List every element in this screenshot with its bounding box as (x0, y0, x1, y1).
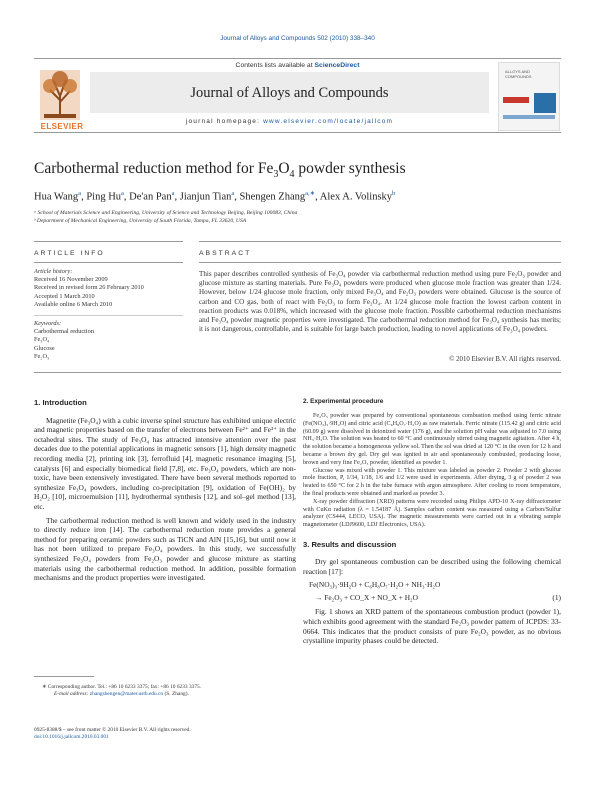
left-column (34, 398, 296, 583)
history-item: Received in revised form 26 February 2010 (34, 284, 144, 292)
introduction-heading: 1. Introduction (34, 398, 87, 407)
cover-graphic-blue (534, 93, 556, 113)
author-separator: , (315, 191, 320, 203)
author-affiliation-marker[interactable]: a (231, 190, 235, 197)
author-separator: , (234, 191, 240, 203)
journal-header (34, 58, 561, 133)
author-name[interactable]: Hua Wang (34, 191, 79, 203)
experimental-paragraph-2: Glucose was mixed with powder 1. This mixture was labeled as powder 2. Powder 2 with glucose mole fraction, P, 1/34, 1/18, 1/6 and 1/2 were used in experiments. After drying, 3 g of powder 2 was heated to 650 °C for 2 h in the tube furnace with argon atmosphere. After cooling to room temperature, the final products were obtained and marked as powder 3. (303, 467, 561, 497)
author-affiliation-marker[interactable]: a (121, 190, 124, 197)
email-suffix: (S. Zhang). (163, 691, 189, 697)
footnote (34, 684, 294, 698)
contents-line (34, 62, 561, 69)
divider (34, 315, 183, 316)
copyright-notice: © 2010 Elsevier B.V. All rights reserved. (449, 356, 561, 363)
keywords-label: Keywords: (34, 320, 62, 327)
elsevier-wordmark: ELSEVIER (40, 122, 84, 131)
keyword-item[interactable]: Fe₃O₄ (34, 336, 50, 344)
divider (34, 372, 561, 373)
history-list (34, 276, 183, 309)
experimental-paragraph-1: Fe₂O₃ powder was prepared by conventional spontaneous combustion method using ferric nitrate (Fe(NO₃)₃·9H₂O) and citric acid (C₆H₈O₇·H₂O) as raw materials. Ferric nitrate (115.42 g) and citric acid (60.09 g) were dissolved in deionized water (176 g), and the solution pH value was adjusted to 7.0 using NH₃·H₂O. The solution was heated to 60 °C and continuously stirred using magnetic agitation. After 4 h, the solution became a homogeneous yellow sol. Then the sol was dried at 120 °C in the oven for 12 h and became a brown dry gel. Dry gel was ignited in air and spontaneously combusted, producing loose, brown and very fine Fe₂O₃ powder, identified as powder 1. (303, 413, 561, 466)
journal-title: Journal of Alloys and Compounds (190, 85, 389, 101)
right-column (303, 398, 561, 646)
affiliation-b: ᵇ Department of Mechanical Engineering, University of South Florida, Tampa, FL 33620, USA (34, 218, 247, 224)
author-name[interactable]: Ping Hu (86, 191, 122, 203)
author-name[interactable]: De'an Pan (129, 191, 172, 203)
experimental-paragraph-3: X-ray powder diffraction (XRD) patterns were recorded using Philips APD-10 X-ray diffractometer with CuKα radiation (λ = 1.54187 Å). Samples carbon content was measured using a Carbon/Sulfur analyzer (CS444, LECO, USA). The magnetic measurements were carried out in a vibrating sample magnetometer (LDJ9600, LDJ Electronics, USA). (303, 498, 561, 529)
author-separator: , (123, 191, 130, 203)
history-label: Article history: (34, 268, 73, 275)
divider (34, 262, 183, 263)
homepage-link[interactable]: www.elsevier.com/locate/jallcom (263, 118, 394, 125)
history-item: Accepted 1 March 2010 (34, 292, 95, 300)
divider (199, 241, 561, 242)
front-matter-notice: 0925-8388/$ – see front matter © 2010 Elsevier B.V. All rights reserved. (34, 727, 191, 733)
equation-number: (1) (552, 592, 561, 602)
cover-band-red (503, 97, 529, 103)
sciencedirect-link[interactable]: ScienceDirect (314, 62, 360, 69)
intro-paragraph-2: The carbothermal reduction method is well known and widely used in the industry to directly reduce iron [14]. The carbothermal reduction route provides a general method for preparing ceramic powders such as TiCN and AlN [15,16], but until now it has not been utilized to prepare Fe₃O₄ powders. In this study, we successfully synthesized Fe₃O₄ powders from Fe₂O₃ powder and glucose mixture as starting materials using the carbothermal reduction method. In addition, possible formation mechanisms and the product properties were investigated. (34, 515, 296, 583)
author-separator: , (81, 191, 87, 203)
equation-rhs: → Fe₂O₃ + CO_X + NO_X + H₂O (315, 592, 418, 602)
author-separator: , (174, 191, 180, 203)
affiliation-a: ᵃ School of Materials Science and Engineering, University of Science and Technology Beijing, Beijing 100083, China (34, 210, 298, 216)
journal-citation[interactable]: Journal of Alloys and Compounds 502 (2010) 338–340 (220, 35, 375, 42)
experimental-heading: 2. Experimental procedure (303, 398, 384, 405)
author-affiliation-marker[interactable]: a (171, 190, 175, 197)
corresponding-author: ∗ Corresponding author. Tel.: +86 10 6233 3375; fax: +86 10 6233 3375. (42, 684, 202, 690)
history-item: Received 16 November 2009 (34, 276, 108, 284)
author-affiliation-marker[interactable]: b (392, 190, 396, 197)
doi-link[interactable]: doi:10.1016/j.jallcom.2010.03.001 (34, 734, 109, 740)
divider (34, 241, 183, 242)
abstract-heading: ABSTRACT (199, 250, 252, 257)
page-footer (34, 727, 294, 741)
article-title: Carbothermal reduction method for $Fe_3O_4$ powder synthesis (34, 160, 406, 181)
intro-paragraph-1: Magnetite (Fe₃O₄) with a cubic inverse spinel structure has exhibited unique electric and magnetic properties based on the transfer of electrons between Fe²⁺ and Fe³⁺ in the octahedral sites. The study of Fe₃O₄ has attracted intensive attention over the past decades due to the potential applications in magnetic sensors [1], high density magnetic recording media [2], printing ink [3], ferrofluid [4], magnetic resonance imaging [5], catalysts [6] and especially biomedical field [7,8], etc. Fe₃O₄ powders, which are non-toxic, have been extensively investigated. There have been several methods reported to synthesize Fe₃O₄ powders, including co-precipitation [9], oxidation of Fe(OH)₂ by H₂O₂ [10], microemulsion [11], hydrothermal synthesis [12], and sol–gel method [13], etc. (34, 415, 296, 511)
email-link[interactable]: zhangshengen@mater.ustb.edu.cn (89, 691, 164, 697)
results-heading: 3. Results and discussion (303, 539, 397, 549)
keyword-item[interactable]: Glucose (34, 344, 55, 352)
equation-line-1: Fe(NO₃)₃·9H₂O + C₆H₈O₇·H₂O + NH₃·H₂O (309, 580, 441, 590)
article-history (34, 268, 183, 309)
equation-line-2 (303, 593, 561, 603)
homepage-prefix: journal homepage: (185, 118, 264, 125)
results-paragraph-1: Dry gel spontaneous combustion can be described using the following chemical reaction [17]: (303, 556, 561, 576)
history-item: Available online 6 March 2010 (34, 300, 113, 308)
journal-homepage (90, 118, 489, 125)
author-affiliation-marker[interactable]: a (78, 190, 82, 197)
keyword-list (34, 328, 183, 361)
divider (199, 262, 561, 263)
keyword-item[interactable]: Fe₂O₃ (34, 352, 50, 360)
abstract-text: This paper describes controlled synthesis of Fe₃O₄ powder via carbothermal reduction method using pure Fe₂O₃ powder and glucose mixture as starting materials. Pure Fe₃O₄ powders were produced when glucose mole fraction was greater than 1/24. However, below 1/24 glucose mole fraction, only mixed Fe₃O₄ and Fe₂O₃ powders were obtained. Glucose is the source of carbon and CO gas, both of react with Fe₂O₃ to form Fe₃O₄. At 1/24 glucose mole fraction the lowest carbon content in reaction products was 0.018%, which increased with the glucose mole fraction. Possible carbothermal reduction mechanisms and Fe₃O₄ powder magnetic properties were investigated. The carbothermal reduction method for Fe₃O₄ synthesis has merits; it is not dangerous, controllable, and is suitable for large batch production, leading to novel applications of Fe₃O₄ powders. (199, 270, 561, 334)
cover-band-light (503, 115, 555, 119)
footnote-divider (34, 676, 94, 677)
contents-prefix: Contents lists available at (235, 62, 315, 69)
author-list (34, 189, 395, 203)
elsevier-tree-logo (34, 62, 86, 130)
keyword-item[interactable]: Carbothermal reduction (34, 328, 94, 336)
results-paragraph-2: Fig. 1 shows an XRD pattern of the spontaneous combustion product (powder 1), which exhibits good agreement with the standard Fe₂O₃ powder pattern of JCPDS: 33-0664. This indicates that the product consists of pure Fe₂O₃ powder, as no obvious crystalline impurity phases could be detected. (303, 607, 561, 646)
cover-title: ALLOYS AND COMPOUNDS (505, 69, 532, 79)
email-label: E-mail address: (54, 691, 90, 697)
author-name[interactable]: Jianjun Tian (179, 191, 232, 203)
keywords (34, 320, 183, 361)
article-info-heading: ARTICLE INFO (34, 250, 105, 257)
author-name[interactable]: Shengen Zhang (239, 191, 306, 203)
author-name[interactable]: Alex A. Volinsky (319, 191, 393, 203)
author-affiliation-marker[interactable]: a,∗ (305, 190, 316, 197)
journal-cover-thumbnail[interactable] (498, 62, 560, 131)
